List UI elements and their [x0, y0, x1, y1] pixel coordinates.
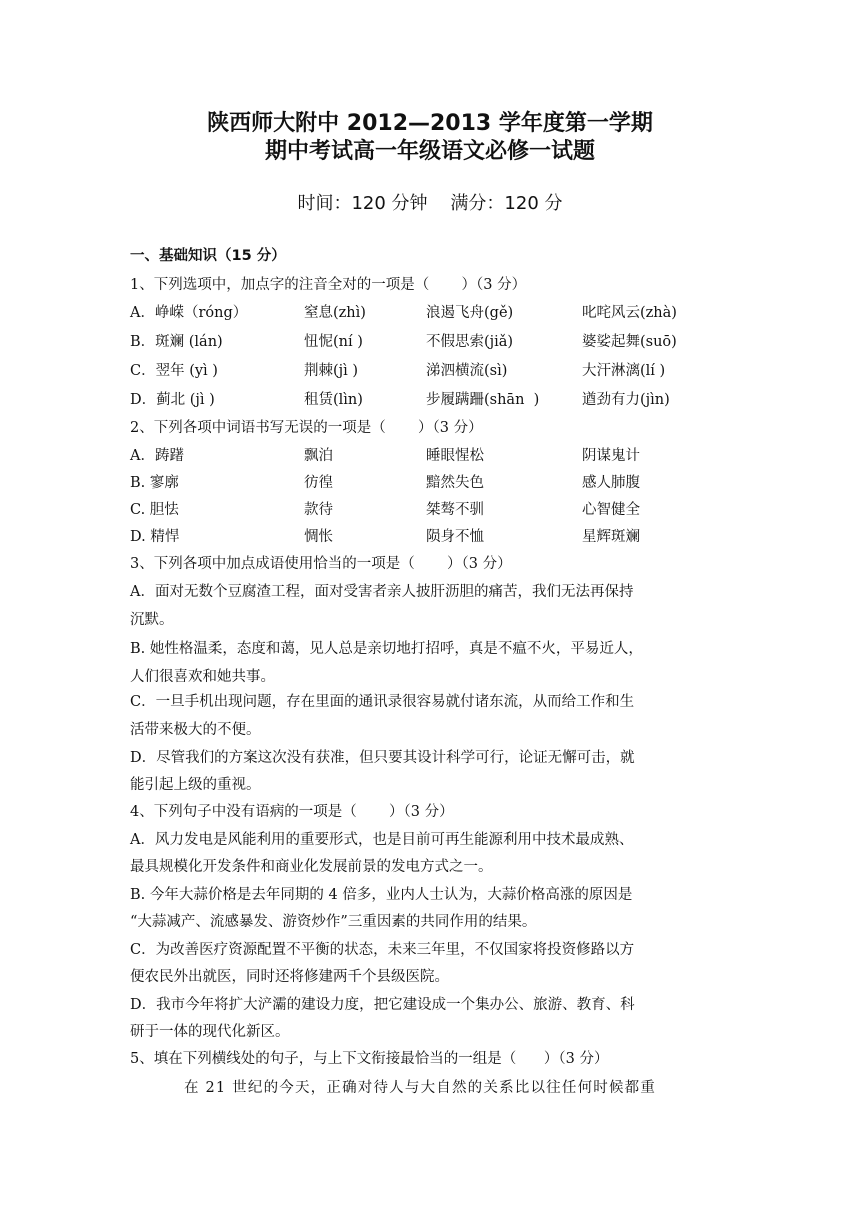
q1-option-cell: A．峥嵘（róng） [130, 305, 248, 321]
q2-option-cell: 阴谋鬼计 [582, 448, 640, 464]
q2-option-cell: 睡眼惺松 [426, 448, 484, 464]
q2-option-cell: 款待 [304, 502, 333, 518]
q2-option-cell: 黯然失色 [426, 475, 484, 491]
section-heading: 一、基础知识（15 分） [130, 248, 286, 264]
q3-line: 人们很喜欢和她共事。 [130, 669, 275, 685]
q2-option-cell: 惆怅 [304, 529, 333, 545]
q1-option-cell: 涕泗横流(sì) [426, 363, 508, 379]
q4-stem: 4、下列句子中没有语病的一项是（ ）（3 分） [130, 804, 454, 820]
q1-option-cell: 不假思索(jiǎ) [426, 334, 514, 350]
q3-line: B. 她性格温柔，态度和蔼，见人总是亲切地打招呼，真是不瘟不火，平易近人， [130, 641, 643, 657]
q2-option-cell: 陨身不恤 [426, 529, 484, 545]
q3-line: 能引起上级的重视。 [130, 777, 261, 793]
q4-line: 研于一体的现代化新区。 [130, 1024, 290, 1040]
q4-line: D．我市今年将扩大浐灞的建设力度，把它建设成一个集办公、旅游、教育、科 [130, 997, 635, 1013]
q1-option-cell: 荆棘(jì ) [304, 363, 359, 379]
q1-option-cell: 婆娑起舞(suō) [582, 334, 677, 350]
q1-option-cell: 叱咤风云(zhà) [582, 305, 677, 321]
q3-line: 活带来极大的不便。 [130, 722, 261, 738]
q2-option-cell: B. 寥廓 [130, 475, 179, 491]
q1-stem: 1、下列选项中，加点字的注音全对的一项是（ ）（3 分） [130, 277, 527, 293]
q3-line: D．尽管我们的方案这次没有获准，但只要其设计科学可行，论证无懈可击，就 [130, 750, 635, 766]
q2-option-cell: 感人肺腹 [582, 475, 640, 491]
q3-line: 沉默。 [130, 612, 174, 628]
q2-option-cell: 桀骜不驯 [426, 502, 484, 518]
q1-option-cell: 遒劲有力(jìn) [582, 392, 670, 408]
q4-line: B. 今年大蒜价格是去年同期的 4 倍多，业内人士认为，大蒜价格高涨的原因是 [130, 887, 633, 903]
q1-option-cell: 大汗淋漓(lí ) [582, 363, 666, 379]
q4-line: “大蒜减产、流感暴发、游资炒作”三重因素的共同作用的结果。 [130, 914, 537, 930]
q3-line: C．一旦手机出现问题，存在里面的通讯录很容易就付诸东流，从而给工作和生 [130, 694, 635, 710]
q1-option-cell: 窒息(zhì) [304, 305, 366, 321]
q2-stem: 2、下列各项中词语书写无误的一项是（ ）（3 分） [130, 420, 483, 436]
q2-option-cell: D. 精悍 [130, 529, 180, 545]
q1-option-cell: 步履蹒跚(shān ) [426, 392, 540, 408]
q1-option-cell: 租赁(lìn) [304, 392, 363, 408]
q3-stem: 3、下列各项中加点成语使用恰当的一项是（ ）（3 分） [130, 556, 512, 572]
q4-line: 便农民外出就医，同时还将修建两千个县级医院。 [130, 969, 449, 985]
q2-option-cell: 星辉斑斓 [582, 529, 640, 545]
q1-option-cell: D．蓟北 (jì ) [130, 392, 215, 408]
q2-option-cell: 彷徨 [304, 475, 333, 491]
q2-option-cell: C. 胆怯 [130, 502, 179, 518]
q2-option-cell: A．踌躇 [130, 448, 184, 464]
q1-option-cell: B．斑斓 (lán) [130, 334, 223, 350]
exam-time-info: 时间：120 分钟 满分：120 分 [297, 193, 563, 214]
q2-option-cell: 飘泊 [304, 448, 333, 464]
q4-line: C．为改善医疗资源配置不平衡的状态，未来三年里，不仅国家将投资修路以方 [130, 942, 635, 958]
q4-line: 最具规模化开发条件和商业化发展前景的发电方式之一。 [130, 859, 493, 875]
q1-option-cell: 浪遏飞舟(gě) [426, 305, 514, 321]
q1-option-cell: C．翌年 (yì ) [130, 363, 218, 379]
q1-option-cell: 忸怩(ní ) [304, 334, 363, 350]
q4-line: A．风力发电是风能利用的重要形式，也是目前可再生能源利用中技术最成熟、 [130, 832, 634, 848]
q2-option-cell: 心智健全 [582, 502, 640, 518]
q5-paragraph: 在 21 世纪的今天，正确对待人与大自然的关系比以往任何时候都重 [184, 1080, 657, 1096]
q5-stem: 5、填在下列横线处的句子，与上下文衔接最恰当的一组是（ ）（3 分） [130, 1051, 609, 1067]
q3-line: A．面对无数个豆腐渣工程，面对受害者亲人披肝沥胆的痛苦，我们无法再保持 [130, 584, 634, 600]
exam-title-line1: 陕西师大附中 2012—2013 学年度第一学期 [207, 111, 653, 136]
exam-title-line2: 期中考试高一年级语文必修一试题 [264, 139, 595, 164]
